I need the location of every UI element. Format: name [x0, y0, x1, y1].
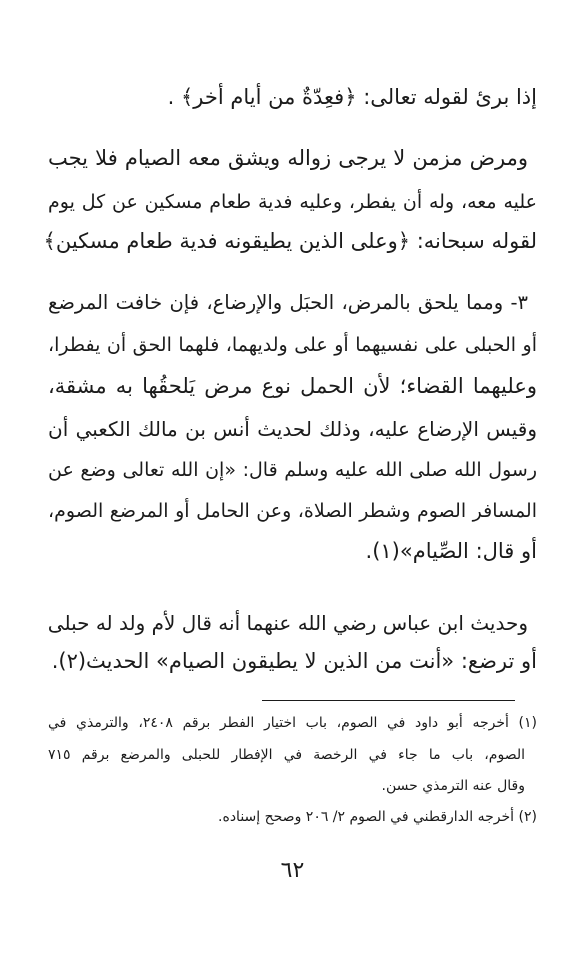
footnote-2: (٢) أخرجه الدارقطني في الصوم ٢/ ٢٠٦ وصحح إسناده.	[218, 809, 537, 825]
footnote-separator	[262, 700, 515, 701]
body-line-9: رسول الله صلى الله عليه وسلم قال: «إن الله تعالى وضع عن	[48, 459, 537, 481]
body-line-7: وعليهما القضاء؛ لأن الحمل نوع مرض يَلحقُها به مشقة،	[48, 374, 537, 398]
footnote-1-line-1: (١) أخرجه أبو داود في الصوم، باب اختيار الفطر برقم ٢٤٠٨، والترمذي في	[48, 715, 537, 731]
body-line-1: إذا برئ لقوله تعالى: ﴿فعِدّةٌ من أيام أخر﴾ .	[167, 85, 537, 109]
body-line-5: ٣- ومما يلحق بالمرض، الحبَل والإرضاع، فإن خافت المرضع	[48, 291, 528, 314]
body-line-12: وحديث ابن عباس رضي الله عنهما أنه قال لأم ولد له حبلى	[48, 611, 528, 635]
footnote-1-line-3: وقال عنه الترمذي حسن.	[381, 778, 525, 794]
body-line-4: لقوله سبحانه: ﴿وعلى الذين يطيقونه فدية طعام مسكين﴾	[43, 229, 537, 253]
page-number: ٦٢	[280, 858, 305, 883]
body-line-8: وقيس الإرضاع عليه، وذلك لحديث أنس بن مالك الكعبي أن	[48, 417, 537, 441]
body-line-13: أو ترضع: «أنت من الذين لا يطيقون الصيام» الحديث(٢).	[51, 649, 537, 673]
body-line-6: أو الحبلى على نفسيهما أو على ولديهما، فلهما الحق أن يفطرا،	[48, 334, 537, 356]
body-line-3: عليه معه، وله أن يفطر، وعليه فدية طعام مسكين عن كل يوم	[48, 191, 537, 213]
body-line-10: المسافر الصوم وشطر الصلاة، وعن الحامل أو المرضع الصوم،	[48, 500, 537, 522]
footnote-1-line-2: الصوم، باب ما جاء في الرخصة في الإفطار للحبلى والمرضع برقم ٧١٥	[48, 747, 525, 763]
body-line-2: ومرض مزمن لا يرجى زواله ويشق معه الصيام فلا يجب	[48, 146, 528, 170]
body-line-11: أو قال: الصِّيام»(١).	[365, 539, 537, 563]
